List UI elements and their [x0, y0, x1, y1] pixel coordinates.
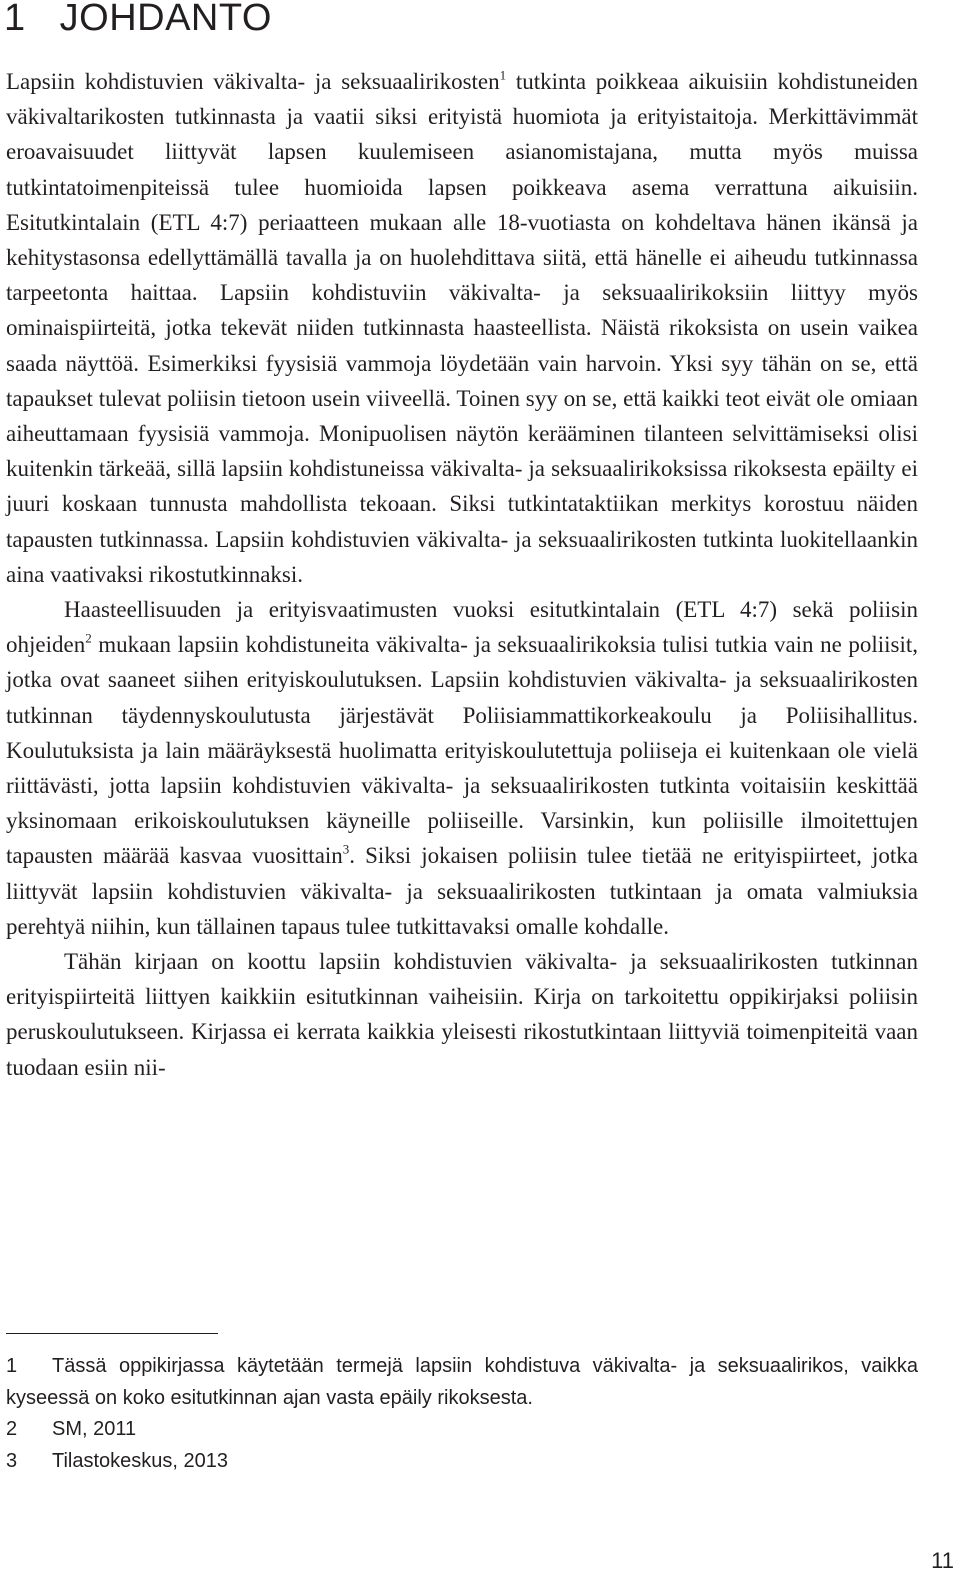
body-text — [6, 64, 918, 1085]
footnote-2 — [6, 1414, 918, 1446]
paragraph-3 — [6, 944, 918, 1085]
footnote-text: Tässä oppikirjassa käytetään termejä lapsiin kohdistuva väkivalta- ja seksuaalirikos, vaikka kyseessä on koko esitutkinnan ajan vasta epäily rikoksesta. — [6, 1355, 918, 1409]
footnote-text: Tilastokeskus, 2013 — [52, 1449, 229, 1472]
footnote-reference: 3 — [342, 841, 350, 857]
paragraph-2 — [6, 592, 918, 944]
footnote-1 — [6, 1351, 918, 1414]
paragraph-text: Lapsiin kohdistuvien väkivalta- ja seksuaalirikosten — [6, 69, 500, 94]
footnote-number: 2 — [6, 1418, 18, 1440]
footnote-reference: 1 — [499, 67, 507, 83]
footnote-reference: 2 — [85, 630, 92, 646]
footnotes — [6, 1351, 918, 1477]
paragraph-1 — [6, 64, 918, 592]
paragraph-text: mukaan lapsiin kohdistuneita väkivalta- ja seksuaalirikoksia tulisi tutkia vain ne poliisit, jotka ovat saaneet siihen erityiskoulutuksen. Lapsiin kohdistuvien väkivalta- ja seksuaalirikosten tutkinnan täydennyskoulutusta järjestävät Poliisiammattikorkeakoulu ja Poliisihallitus. Koulutuksista ja lain määräyksestä huolimatta erityiskoulutettuja poliiseja ei kuitenkaan ole vielä riittävästi, jotta lapsiin kohdistuvien väkivalta- ja seksuaalirikosten tutkinta voitaisiin keskittää yksinomaan erikoiskoulutuksen käyneille poliiseille. Varsinkin, kun poliisille ilmoitettujen tapausten määrää kasvaa vuosittain — [6, 632, 918, 869]
page-number: 11 — [931, 1548, 954, 1573]
paragraph-text: Haasteellisuuden ja erityisvaatimusten vuoksi esitutkintalain (ETL 4:7) sekä poliisin ohjeiden — [6, 597, 918, 658]
footnote-3 — [6, 1446, 918, 1478]
footnote-number: 1 — [6, 1355, 18, 1377]
footnote-number: 3 — [6, 1449, 18, 1472]
footnote-text: SM, 2011 — [52, 1418, 137, 1440]
paragraph-text: . Siksi jokaisen poliisin tulee tietää ne erityispiirteet, jotka liittyvät lapsiin kohdistuvien väkivalta- ja seksuaalirikosten tutkintaan ja omata valmiuksia perehtyä niihin, kun tällainen tapaus tulee tutkittavaksi omalle kohdalle. — [6, 843, 918, 939]
footnote-divider — [6, 1333, 218, 1334]
chapter-number: 1 — [4, 0, 26, 39]
paragraph-text: Tähän kirjaan on koottu lapsiin kohdistuvien väkivalta- ja seksuaalirikosten tutkinnan erityispiirteitä liittyen kaikkiin esitutkinnan vaiheisiin. Kirja on tarkoitettu oppikirjaksi poliisin peruskoulutukseen. Kirjassa ei kerrata kaikkia yleisesti rikostutkintaan liittyviä toimenpiteitä vaan tuodaan esiin nii- — [6, 949, 918, 1080]
paragraph-text: tutkinta poikkeaa aikuisiin kohdistuneiden väkivaltarikosten tutkinnasta ja vaatii siksi erityistä huomiota ja erityistaitoja. Merkittävimmät eroavaisuudet liittyvät lapsen kuulemiseen asianomistajana, mutta myös muissa tutkintatoimenpiteissä tulee huomioida lapsen poikkeava asema verrattuna aikuisiin. Esitutkintalain (ETL 4:7) periaatteen mukaan alle 18-vuotiasta on kohdeltava hänen ikänsä ja kehitystasonsa edellyttämällä tavalla ja on huolehdittava siitä, että hänelle ei aiheudu tutkinnassa tarpeetonta haittaa. Lapsiin kohdistuviin väkivalta- ja seksuaalirikoksiin liittyy myös ominaispiirteitä, jotka tekevät niiden tutkinnasta haasteellista. Näistä rikoksista on usein vaikea saada näyttöä. Esimerkiksi fyysisiä vammoja löydetään vain harvoin. Yksi syy tähän on se, että tapaukset tulevat poliisin tietoon usein viiveellä. Toinen syy on se, että kaikki teot eivät ole omiaan aiheuttamaan fyysisiä vammoja. Monipuolisen näytön kerääminen tilanteen selvittämiseksi olisi kuitenkin tärkeää, sillä lapsiin kohdistuneissa väkivalta- ja seksuaalirikoksissa rikoksesta epäilty ei juuri koskaan tunnusta mahdollista tekoaan. Siksi tutkintataktiikan merkitys korostuu näiden tapausten tutkinnassa. Lapsiin kohdistuvien väkivalta- ja seksuaalirikosten tutkinta luokitellaankin aina vaativaksi rikostutkinnaksi. — [6, 69, 919, 587]
chapter-title: JOHDANTO — [59, 0, 272, 39]
chapter-heading — [4, 0, 272, 40]
